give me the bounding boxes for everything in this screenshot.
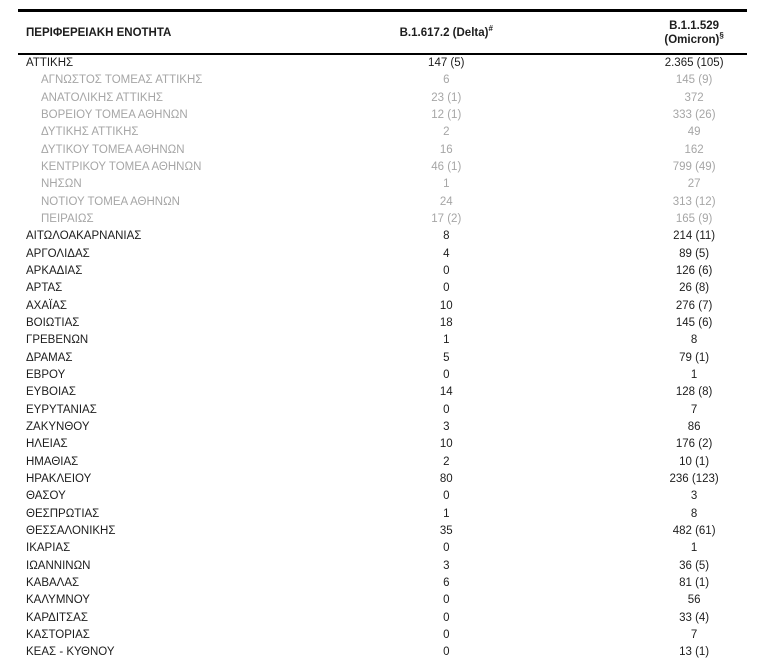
cell-delta-count: 147 (5) [428,57,465,69]
variant-counts-table [18,9,747,661]
table-row [18,610,747,627]
cell-delta-count: 0 [443,282,450,295]
cell-omicron-count: 236 (123) [669,472,719,485]
cell-delta-count: 0 [443,611,450,624]
cell-region-name: ΔΡΑΜΑΣ [26,351,73,364]
cell-region-name: ΑΓΝΩΣΤΟΣ ΤΟΜΕΑΣ ΑΤΤΙΚΗΣ [41,74,203,87]
cell-omicron-count: 126 (6) [675,264,713,277]
cell-region-name: ΘΑΣΟΥ [26,490,66,503]
cell-delta-count: 8 [443,230,450,243]
cell-region-name: ΚΑΛΥΜΝΟΥ [26,594,90,607]
cell-region-name: ΑΙΤΩΛΟΑΚΑΡΝΑΝΙΑΣ [26,230,142,243]
cell-omicron-count: 162 [684,143,704,156]
table-row [18,159,747,176]
cell-omicron-count: 7 [690,403,698,416]
cell-delta-count: 0 [443,646,450,659]
cell-omicron-count: 36 (5) [679,559,710,572]
cell-omicron-count: 276 (7) [675,299,713,312]
cell-delta-count: 0 [443,490,450,503]
cell-delta-count: 2 [443,455,450,468]
cell-delta-count: 12 (1) [431,108,462,121]
cell-delta-count: 3 [443,420,450,433]
table-body [18,55,747,661]
cell-region-name: ΕΒΡΟΥ [26,368,66,381]
cell-omicron-count: 26 (8) [679,282,710,295]
table-row [18,332,747,349]
table-row [18,384,747,401]
cell-delta-count: 10 [439,438,453,451]
column-header-delta [251,23,641,39]
cell-omicron-count: 313 (12) [672,195,716,208]
column-header-region: ΠΕΡΙΦΕΡΕΙΑΚΗ ΕΝΟΤΗΤΑ [26,26,172,39]
cell-delta-count: 24 [439,195,453,208]
column-header-omicron [641,19,747,47]
cell-delta-count: 0 [443,264,450,277]
cell-omicron-count: 2.365 (105) [664,57,724,69]
cell-omicron-count: 79 (1) [679,351,710,364]
table-row [18,90,747,107]
cell-region-name: ΘΕΣΠΡΩΤΙΑΣ [26,507,100,520]
table-header-row [18,9,747,55]
table-row [18,627,747,644]
column-header-omicron-line1: B.1.1.529 [669,19,720,32]
cell-region-name: ΑΧΑΪΑΣ [26,299,67,312]
cell-omicron-count: 333 (26) [672,108,716,121]
cell-region-name: ΗΛΕΙΑΣ [26,438,68,451]
table-row [18,211,747,228]
cell-omicron-count: 1 [690,542,698,555]
table-row [18,592,747,609]
table-row [18,436,747,453]
table-row [18,402,747,419]
cell-omicron-count: 49 [687,126,701,139]
cell-omicron-count: 176 (2) [675,438,713,451]
cell-region-name: ΑΡΓΟΛΙΔΑΣ [26,247,90,260]
cell-region-name: ΝΟΤΙΟΥ ΤΟΜΕΑ ΑΘΗΝΩΝ [41,195,180,208]
cell-delta-count: 0 [443,368,450,381]
cell-delta-count: 17 (2) [431,212,462,225]
table-row [18,644,747,661]
table-row [18,280,747,297]
cell-region-name: ΗΡΑΚΛΕΙΟΥ [26,472,92,485]
cell-region-name: ΕΥΡΥΤΑΝΙΑΣ [26,403,97,416]
cell-region-name: ΝΗΣΩΝ [41,178,82,191]
table-row [18,246,747,263]
table-row [18,194,747,211]
table-row [18,523,747,540]
column-header-delta-footnote-mark: # [488,23,493,33]
table-row [18,142,747,159]
cell-delta-count: 3 [443,559,450,572]
cell-delta-count: 6 [443,576,450,589]
table-row [18,55,747,72]
table-row [18,471,747,488]
cell-omicron-count: 3 [690,490,698,503]
cell-region-name: ΚΑΡΔΙΤΣΑΣ [26,611,88,624]
cell-region-name: ΓΡΕΒΕΝΩΝ [26,334,89,347]
cell-delta-count: 4 [443,247,450,260]
cell-delta-count: 1 [443,178,450,191]
cell-delta-count: 14 [439,386,453,399]
cell-region-name: ΔΥΤΙΚΗΣ ΑΤΤΙΚΗΣ [41,126,139,139]
table-row [18,72,747,89]
table-row [18,558,747,575]
cell-region-name: ΑΤΤΙΚΗΣ [26,57,74,69]
cell-delta-count: 10 [439,299,453,312]
table-row [18,575,747,592]
cell-region-name: ΕΥΒΟΙΑΣ [26,386,76,399]
table-row [18,176,747,193]
table-row [18,367,747,384]
cell-region-name: ΔΥΤΙΚΟΥ ΤΟΜΕΑ ΑΘΗΝΩΝ [41,143,185,156]
table-row [18,107,747,124]
cell-omicron-count: 10 (1) [679,455,710,468]
cell-omicron-count: 8 [690,334,698,347]
cell-omicron-count: 372 [684,91,704,104]
cell-region-name: ΒΟΡΕΙΟΥ ΤΟΜΕΑ ΑΘΗΝΩΝ [41,108,188,121]
table-row [18,506,747,523]
cell-omicron-count: 145 (6) [675,316,713,329]
cell-omicron-count: 145 (9) [675,74,713,87]
table-row [18,124,747,141]
cell-omicron-count: 799 (49) [672,160,716,173]
cell-delta-count: 18 [439,316,453,329]
cell-region-name: ΖΑΚΥΝΘΟΥ [26,420,90,433]
cell-omicron-count: 128 (8) [675,386,713,399]
cell-region-name: ΘΕΣΣΑΛΟΝΙΚΗΣ [26,524,116,537]
table-row [18,315,747,332]
cell-omicron-count: 89 (5) [679,247,710,260]
cell-delta-count: 80 [439,472,453,485]
cell-region-name: ΑΡΚΑΔΙΑΣ [26,264,83,277]
table-row [18,419,747,436]
cell-omicron-count: 1 [690,368,698,381]
cell-region-name: ΚΕΑΣ - ΚΥΘΝΟΥ [26,646,115,659]
cell-delta-count: 16 [439,143,453,156]
cell-omicron-count: 56 [687,594,701,607]
table-row [18,454,747,471]
cell-delta-count: 0 [443,628,450,641]
cell-region-name: ΠΕΙΡΑΙΩΣ [41,212,94,225]
cell-omicron-count: 165 (9) [675,212,713,225]
cell-omicron-count: 33 (4) [679,611,710,624]
cell-region-name: ΚΕΝΤΡΙΚΟΥ ΤΟΜΕΑ ΑΘΗΝΩΝ [41,160,202,173]
cell-delta-count: 35 [439,524,453,537]
cell-region-name: ΚΑΒΑΛΑΣ [26,576,80,589]
cell-delta-count: 5 [443,351,450,364]
cell-delta-count: 6 [443,74,450,87]
table-row [18,228,747,245]
cell-delta-count: 23 (1) [431,91,462,104]
table-row [18,263,747,280]
table-row [18,540,747,557]
cell-region-name: ΗΜΑΘΙΑΣ [26,455,79,468]
cell-delta-count: 1 [443,334,450,347]
cell-omicron-count: 482 (61) [672,524,716,537]
cell-delta-count: 0 [443,542,450,555]
cell-region-name: ΑΝΑΤΟΛΙΚΗΣ ΑΤΤΙΚΗΣ [41,91,164,104]
cell-region-name: ΙΚΑΡΙΑΣ [26,542,71,555]
cell-region-name: ΑΡΤΑΣ [26,282,63,295]
table-row [18,488,747,505]
table-row [18,350,747,367]
table-row [18,298,747,315]
column-header-omicron-line2: (Omicron)§ [664,30,724,46]
cell-region-name: ΚΑΣΤΟΡΙΑΣ [26,628,90,641]
cell-delta-count: 1 [443,507,450,520]
cell-delta-count: 0 [443,403,450,416]
cell-region-name: ΒΟΙΩΤΙΑΣ [26,316,80,329]
column-header-omicron-footnote-mark: § [719,30,724,40]
cell-omicron-count: 81 (1) [679,576,710,589]
cell-omicron-count: 214 (11) [673,230,716,243]
cell-omicron-count: 27 [687,178,701,191]
cell-omicron-count: 7 [690,628,698,641]
cell-omicron-count: 8 [690,507,698,520]
column-header-delta-label: B.1.617.2 (Delta) [399,26,489,39]
cell-omicron-count: 13 (1) [679,646,710,659]
cell-region-name: ΙΩΑΝΝΙΝΩΝ [26,559,91,572]
cell-delta-count: 46 (1) [431,160,462,173]
cell-delta-count: 0 [443,594,450,607]
cell-omicron-count: 86 [687,420,701,433]
cell-delta-count: 2 [443,126,450,139]
